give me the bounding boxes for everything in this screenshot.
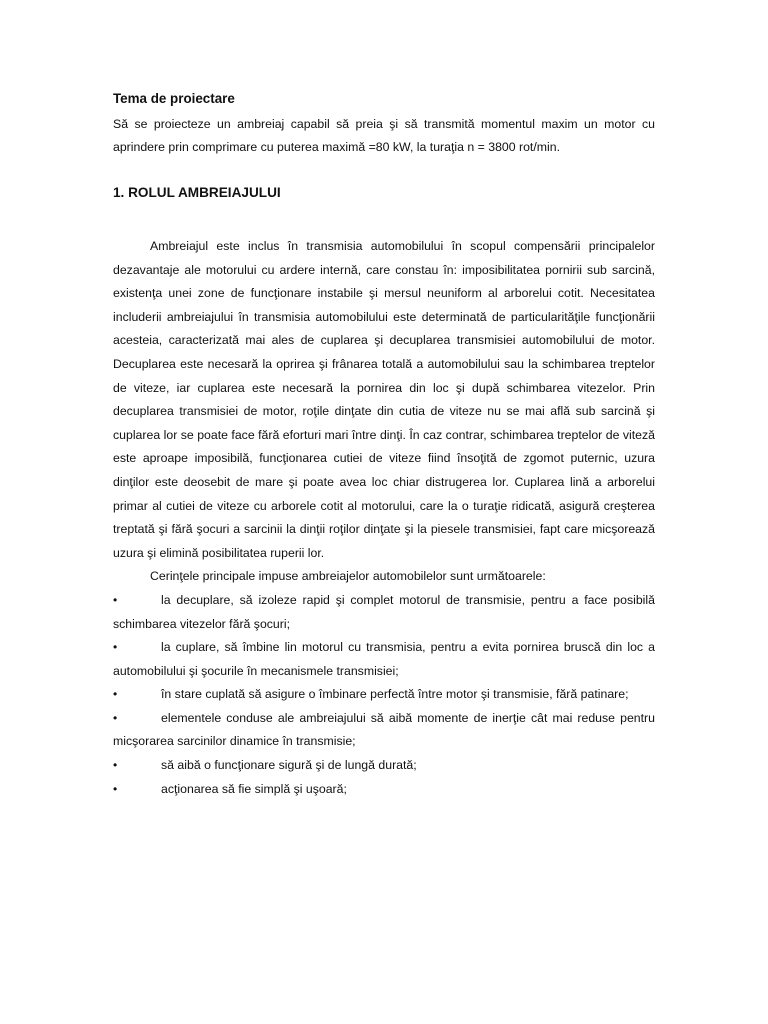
bullet-icon: • [113, 640, 118, 655]
section-paragraph: Ambreiajul este inclus în transmisia automobilului în scopul compensării principalelor dezavantaje ale motorului cu ardere internă, care constau în: imposibilitatea pornirii sub sarcină, existenţa unei zone de funcţionare instabile şi mersul neuniform al arborelui cotit. Necesitatea includerii ambreiajului în transmisia automobilului este determinată de particularităţile funcţionării acesteia, caracterizată mai ales de cuplarea şi decuplarea transmisiei automobilului de motor. Decuplarea este necesară la oprirea şi frânarea totală a automobilului sau la schimbarea treptelor de viteze, iar cuplarea este necesară la pornirea din loc şi după schimbarea vitezelor. Prin decuplarea transmisiei de motor, roţile dinţate din cutia de viteze nu se mai află sub sarcină şi cuplarea lor se poate face fără eforturi mari între dinţi. În caz contrar, schimbarea treptelor de viteză este aproape imposibilă, funcţionarea cutiei de viteze fiind însoţită de zgomot puternic, uzura dinţilor este deosebit de mare şi poate avea loc chiar distrugerea lor. Cuplarea lină a arborelui primar al cutiei de viteze cu arborele cotit al motorului, care la o turaţie ridicată, asigură creşterea treptată şi fără şocuri a sarcinii la dinţii roţilor dinţate şi la piesele transmisiei, fapt care micşorează uzura şi elimină posibilitatea ruperii lor. [113, 239, 655, 560]
bullet-icon: • [113, 758, 118, 773]
list-item [113, 778, 655, 802]
bullet-icon: • [113, 687, 118, 702]
list-item-text: acţionarea să fie simplă şi uşoară; [161, 781, 347, 796]
list-item-text: la decuplare, să izoleze rapid şi complet motorul de transmisie, pentru a face posibilă schimbarea vitezelor fără şocuri; [113, 592, 655, 631]
document-title: Tema de proiectare [113, 91, 235, 106]
bullet-icon: • [113, 592, 118, 607]
list-item-text: să aibă o funcţionare sigură şi de lungă durată; [161, 758, 417, 773]
list-item-text: în stare cuplată să asigure o îmbinare perfectă între motor şi transmisie, fără patinare; [161, 687, 629, 702]
list-item [113, 754, 655, 778]
section-heading: 1. ROLUL AMBREIAJULUI [113, 185, 281, 200]
list-item [113, 707, 655, 754]
list-item [113, 636, 655, 683]
list-item-text: la cuplare, să îmbine lin motorul cu transmisia, pentru a evita pornirea bruscă din loc a automobilului şi şocurile în mecanismele transmisiei; [113, 640, 655, 678]
bullet-icon: • [113, 710, 118, 725]
project-statement: Să se proiecteze un ambreiaj capabil să preia şi să transmită momentul maxim un motor cu aprindere prin comprimare cu puterea maximă =80 kW, la turaţia n = 3800 rot/min. [113, 117, 655, 154]
requirements-list [113, 589, 655, 801]
list-item [113, 683, 655, 707]
list-item-text: elementele conduse ale ambreiajului să aibă momente de inerţie cât mai reduse pentru micşorarea sarcinilor dinamice în transmisie; [113, 710, 655, 749]
bullet-icon: • [113, 781, 118, 796]
requirements-intro: Cerinţele principale impuse ambreiajelor automobilelor sunt următoarele: [150, 569, 546, 584]
list-item [113, 589, 655, 636]
